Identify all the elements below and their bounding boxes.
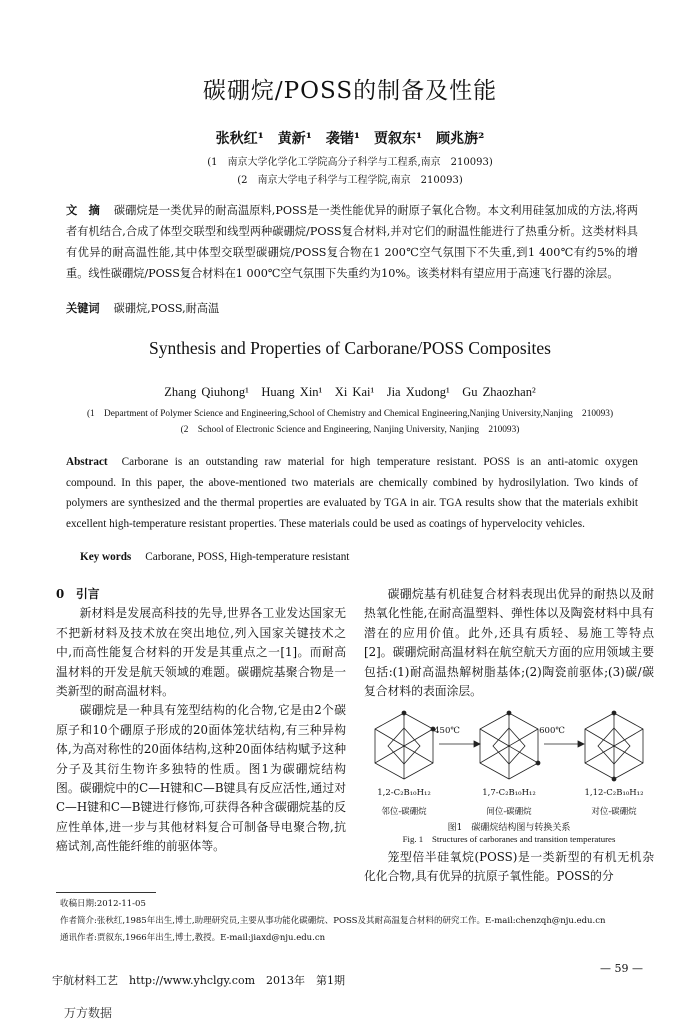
arrow-1-label: 450℃ [434, 726, 460, 736]
keywords-cn-label: 关键词 [66, 301, 100, 315]
formula-1: 1,2-C₂B₁₀H₁₂ [377, 788, 431, 798]
affiliation-cn-2: (2 南京大学电子科学与工程学院,南京 210093) [237, 175, 463, 186]
footnote-divider [56, 892, 156, 893]
formula-3: 1,12-C₂B₁₀H₁₂ [584, 788, 644, 798]
figure-1 [364, 706, 654, 836]
authors-cn: 张秋红¹ 黄新¹ 袭锴¹ 贾叙东¹ 顾兆旃² [215, 131, 485, 147]
abstract-cn [66, 200, 638, 284]
formula-2: 1,7-C₂B₁₀H₁₂ [482, 788, 536, 798]
right-column-continued [364, 848, 654, 887]
abstract-en [66, 452, 638, 534]
keywords-cn [66, 300, 219, 316]
authors-en: Zhang Qiuhong¹ Huang Xin¹ Xi Kai¹ Jia Xudong¹ Gu Zhaozhan² [164, 385, 536, 399]
footnote-author: 作者简介:张秋红,1985年出生,博士,助理研究员,主要从事功能化碳硼烷、POSS及其耐高温复合材料的研究工作。E-mail:chenzqh@nju.edu.cn [60, 916, 606, 926]
title-en: Synthesis and Properties of Carborane/POSS Composites [149, 338, 551, 358]
abstract-en-text: Carborane is an outstanding raw material for high temperature resistant. POSS is an anti-atomic oxygen compound. In this paper, the above-mentioned two materials are chemically combined by hydrosilylation. Two kinds of polymers are synthesized and the thermal properties are evaluated by TGA in air. TGA results show that the materials exhibit excellent high-temperature resistant properties. These materials could be used as coatings of hypervelocity vehicles. [66, 456, 638, 530]
figure-caption-en: Fig. 1 Structures of carboranes and transition temperatures [402, 834, 616, 844]
footnote-received: 收稿日期:2012-11-05 [60, 899, 146, 909]
left-column [56, 585, 346, 857]
right-paragraph-1: 碳硼烷基有机硅复合材料表现出优异的耐热以及耐热氧化性能,在耐高温塑料、弹性体以及陶瓷材料中具有潜在的应用价值。此外,还具有质轻、易施工等特点[2]。碳硼烷耐高温材料在航空航天方面的应用领域主要包括:(1)耐高温热解树脂基体;(2)陶瓷前驱体;(3)碳/碳复合材料的表面涂层。 [364, 587, 654, 699]
affiliation-en-1: (1 Department of Polymer Science and Engineering,School of Chemistry and Chemical Engineering,Nanjing University,Nanjing 210093) [86, 409, 614, 419]
page-number: — 59 — [600, 962, 643, 975]
abstract-cn-text: 碳硼烷是一类优异的耐高温原料,POSS是一类性能优异的耐原子氧化合物。本文利用硅氢加成的方法,将两者有机结合,合成了体型交联型和线型两种碳硼烷/POSS复合材料,并对它们的耐温性能进行了热重分析。这类材料具有优异的耐高温性能,其中体型交联型碳硼烷/POSS复合物在1 200℃空气氛围下不失重,到1 400℃有约5%的增重。线性碳硼烷/POSS复合材料在1 000℃空气氛围下失重约为10%。该类材料有望应用于高速飞行器的涂层。 [66, 204, 638, 280]
meta-carborane-icon [480, 711, 540, 779]
title-cn: 碳硼烷/POSS的制备及性能 [202, 78, 498, 104]
figure-caption-cn: 图1 碳硼烷结构图与转换关系 [447, 823, 571, 833]
keywords-en [80, 551, 349, 563]
para-carborane-icon [585, 711, 643, 781]
watermark-wanfang: 万方数据 [64, 1006, 113, 1020]
arrow-2-label: 600℃ [539, 726, 565, 736]
abstract-cn-label: 文 摘 [66, 203, 100, 217]
keywords-cn-text: 碳硼烷,POSS,耐高温 [113, 302, 220, 315]
isomer-name-2: 间位-碳硼烷 [486, 807, 532, 817]
arrow-1-head-icon [474, 741, 480, 747]
keywords-en-label: Key words [80, 551, 132, 563]
right-column [364, 585, 654, 701]
section-heading-0: 0 引言 [56, 587, 100, 601]
left-paragraph-2: 碳硼烷是一种具有笼型结构的化合物,它是由2个碳原子和10个硼原子形成的20面体笼状结构,有三种异构体,为高对称性的20面体结构,这种20面体结构赋予这种分子及其衍生物许多独特的性质。图1为碳硼烷结构图。碳硼烷中的C—H键和C—B键具有反应活性,通过对C—H键和C—B键进行修饰,可获得各种含碳硼烷基的反应性单体,进一步与其他材料复合可制备导电聚合物,抗癌试剂,高性能纤维的前驱体等。 [56, 703, 346, 854]
journal-footer: 宇航材料工艺 http://www.yhclgy.com 2013年 第1期 [52, 974, 345, 987]
arrow-2-head-icon [578, 741, 584, 747]
footnote-contact: 通讯作者:贾叙东,1966年出生,博士,教授。E-mail:jiaxd@nju.edu.cn [60, 933, 326, 943]
right-paragraph-2: 笼型倍半硅氧烷(POSS)是一类新型的有机无机杂化化合物,具有优异的抗原子氧性能。POSS的分 [364, 850, 654, 884]
carborane-structures-diagram [364, 706, 654, 786]
abstract-en-label: Abstract [66, 456, 108, 468]
ortho-carborane-icon [375, 711, 435, 779]
affiliation-cn-1: (1 南京大学化学化工学院高分子科学与工程系,南京 210093) [207, 157, 493, 168]
left-paragraph-1: 新材料是发展高科技的先导,世界各工业发达国家无不把新材料及技术放在突出地位,列入国家关键技术之中,而高性能复合材料的开发是其重点之一[1]。而耐高温材料的开发是航天领域的难题。碳硼烷基聚合物是一类新型的耐高温材料。 [56, 606, 346, 699]
isomer-name-1: 邻位-碳硼烷 [381, 807, 427, 817]
isomer-name-3: 对位-碳硼烷 [591, 807, 637, 817]
affiliation-en-2: (2 School of Electronic Science and Engineering, Nanjing University, Nanjing 210093) [180, 425, 520, 435]
keywords-en-text: Carborane, POSS, High-temperature resistant [145, 551, 350, 563]
